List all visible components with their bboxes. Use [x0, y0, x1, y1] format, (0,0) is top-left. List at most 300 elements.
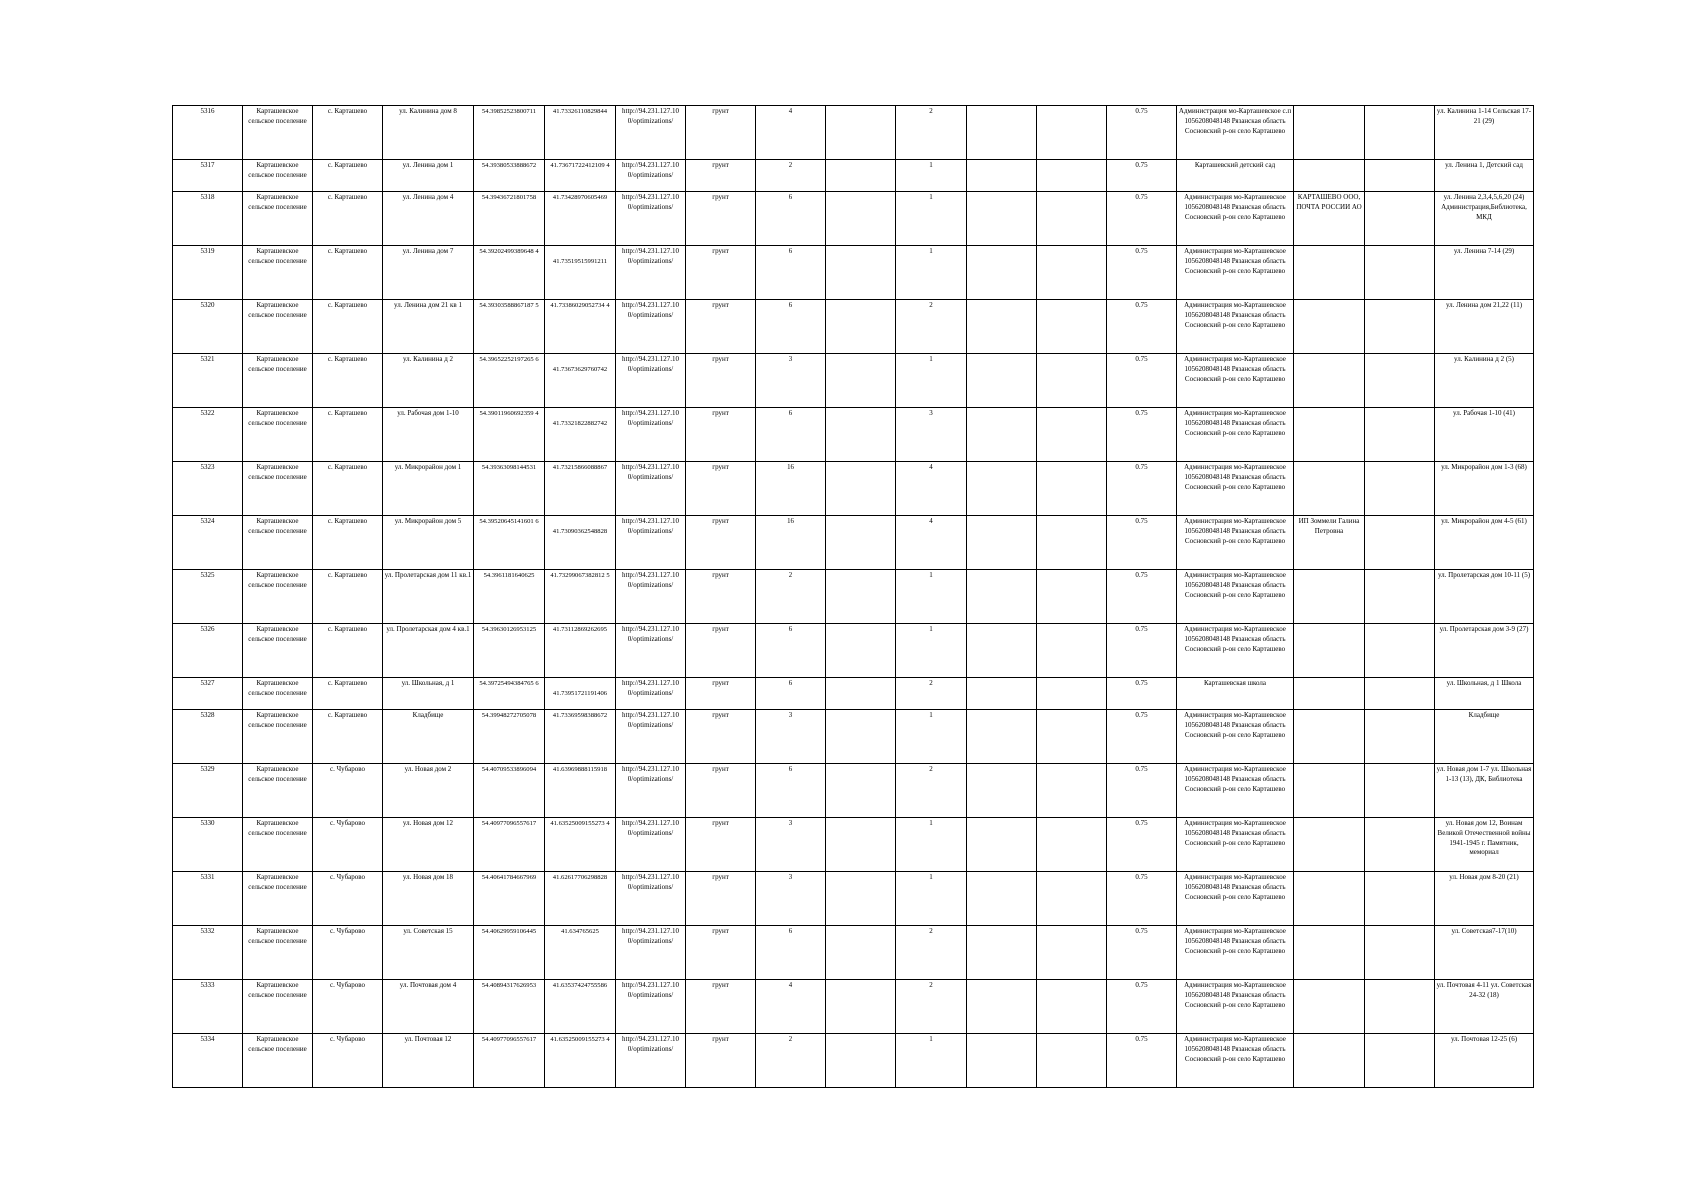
- container-count-cell: 2: [896, 980, 967, 1034]
- settlement-cell: Карташевское сельское поселение: [243, 872, 313, 926]
- empty-cell: [826, 192, 896, 246]
- latitude-cell: 54.40641784667969: [474, 872, 545, 926]
- empty-cell: [826, 764, 896, 818]
- owner-cell: Администрация мо-Карташевское 1056208048148 Рязанская область Сосновский р-он село Карташево: [1177, 570, 1294, 624]
- empty-cell: [826, 408, 896, 462]
- area-cell: 3: [756, 710, 826, 764]
- empty-cell: [826, 570, 896, 624]
- village-cell: с. Карташево: [313, 516, 383, 570]
- owner-cell: Администрация мо-Карташевское 1056208048148 Рязанская область Сосновский р-он село Карташево: [1177, 624, 1294, 678]
- owner-cell: Карташевский детский сад: [1177, 160, 1294, 192]
- container-count-cell: 1: [896, 872, 967, 926]
- settlement-cell: Карташевское сельское поселение: [243, 980, 313, 1034]
- map-link-cell: http://94.231.127.10 0/optimizations/: [616, 462, 686, 516]
- latitude-cell: 54.39011960692359 4: [474, 408, 545, 462]
- site-number-cell: 5331: [173, 872, 243, 926]
- village-cell: с. Карташево: [313, 300, 383, 354]
- address-cell: ул. Ленина дом 21 кв 1: [383, 300, 474, 354]
- empty-cell: [1037, 1034, 1107, 1088]
- latitude-cell: 54.40709533896094: [474, 764, 545, 818]
- owner-cell: Администрация мо-Карташевское 1056208048148 Рязанская область Сосновский р-он село Карташево: [1177, 354, 1294, 408]
- site-number-cell: 5329: [173, 764, 243, 818]
- empty-cell: [1365, 462, 1435, 516]
- settlement-cell: Карташевское сельское поселение: [243, 300, 313, 354]
- surface-type-cell: грунт: [686, 246, 756, 300]
- served-objects-cell: ул. Калинина д 2 (5): [1435, 354, 1534, 408]
- table-row: [173, 570, 1534, 624]
- container-count-cell: 2: [896, 678, 967, 710]
- village-cell: с. Чубарово: [313, 1034, 383, 1088]
- waste-sources-cell: КАРТАШЕВО ООО, ПОЧТА РОССИИ АО: [1294, 192, 1365, 246]
- empty-cell: [826, 678, 896, 710]
- container-volume-cell: 0.75: [1107, 246, 1177, 300]
- container-volume-cell: 0.75: [1107, 818, 1177, 872]
- container-volume-cell: 0.75: [1107, 462, 1177, 516]
- site-number-cell: 5323: [173, 462, 243, 516]
- surface-type-cell: грунт: [686, 980, 756, 1034]
- empty-cell: [1037, 300, 1107, 354]
- longitude-cell: 41.73326110829844: [545, 106, 616, 160]
- empty-cell: [967, 926, 1037, 980]
- village-cell: с. Карташево: [313, 710, 383, 764]
- table-row: [173, 624, 1534, 678]
- surface-type-cell: грунт: [686, 624, 756, 678]
- empty-cell: [1365, 872, 1435, 926]
- empty-cell: [967, 980, 1037, 1034]
- table-row: [173, 300, 1534, 354]
- container-volume-cell: 0.75: [1107, 300, 1177, 354]
- empty-cell: [1037, 570, 1107, 624]
- empty-cell: [1365, 106, 1435, 160]
- empty-cell: [826, 980, 896, 1034]
- table-row: [173, 980, 1534, 1034]
- empty-cell: [1037, 678, 1107, 710]
- empty-cell: [1037, 462, 1107, 516]
- map-link-cell: http://94.231.127.10 0/optimizations/: [616, 764, 686, 818]
- owner-cell: Администрация мо-Карташевское 1056208048148 Рязанская область Сосновский р-он село Карташево: [1177, 1034, 1294, 1088]
- village-cell: с. Чубарово: [313, 926, 383, 980]
- owner-cell: Администрация мо-Карташевское 1056208048148 Рязанская область Сосновский р-он село Карташево: [1177, 710, 1294, 764]
- surface-type-cell: грунт: [686, 678, 756, 710]
- address-cell: ул. Новая дом 12: [383, 818, 474, 872]
- owner-cell: Карташевская школа: [1177, 678, 1294, 710]
- address-cell: ул. Почтовая дом 4: [383, 980, 474, 1034]
- container-volume-cell: 0.75: [1107, 192, 1177, 246]
- empty-cell: [1037, 192, 1107, 246]
- longitude-cell: 41.73112869262695: [545, 624, 616, 678]
- container-volume-cell: 0.75: [1107, 106, 1177, 160]
- map-link-cell: http://94.231.127.10 0/optimizations/: [616, 710, 686, 764]
- table-row: [173, 354, 1534, 408]
- empty-cell: [1365, 300, 1435, 354]
- address-cell: ул. Школьная, д 1: [383, 678, 474, 710]
- map-link-cell: http://94.231.127.10 0/optimizations/: [616, 354, 686, 408]
- empty-cell: [967, 570, 1037, 624]
- empty-cell: [826, 246, 896, 300]
- settlement-cell: Карташевское сельское поселение: [243, 710, 313, 764]
- waste-sources-cell: [1294, 980, 1365, 1034]
- waste-sources-cell: [1294, 246, 1365, 300]
- settlement-cell: Карташевское сельское поселение: [243, 678, 313, 710]
- served-objects-cell: ул. Пролетарская дом 10-11 (5): [1435, 570, 1534, 624]
- empty-cell: [826, 462, 896, 516]
- served-objects-cell: ул. Почтовая 4-11 ул. Советская 24-32 (18): [1435, 980, 1534, 1034]
- surface-type-cell: грунт: [686, 354, 756, 408]
- table-row: [173, 246, 1534, 300]
- latitude-cell: 54.39948272705078: [474, 710, 545, 764]
- empty-cell: [967, 678, 1037, 710]
- empty-cell: [826, 872, 896, 926]
- empty-cell: [1365, 926, 1435, 980]
- owner-cell: Администрация мо-Карташевское 1056208048148 Рязанская область Сосновский р-он село Карташево: [1177, 462, 1294, 516]
- surface-type-cell: грунт: [686, 160, 756, 192]
- owner-cell: Администрация мо-Карташевское 1056208048148 Рязанская область Сосновский р-он село Карташево: [1177, 300, 1294, 354]
- latitude-cell: 54.40894317626953: [474, 980, 545, 1034]
- owner-cell: Администрация мо-Карташевское 1056208048148 Рязанская область Сосновский р-он село Карташево: [1177, 980, 1294, 1034]
- empty-cell: [967, 408, 1037, 462]
- empty-cell: [1037, 354, 1107, 408]
- longitude-cell: 41.634765625: [545, 926, 616, 980]
- map-link-cell: http://94.231.127.10 0/optimizations/: [616, 408, 686, 462]
- empty-cell: [826, 624, 896, 678]
- latitude-cell: 54.39380533888672: [474, 160, 545, 192]
- settlement-cell: Карташевское сельское поселение: [243, 516, 313, 570]
- empty-cell: [967, 300, 1037, 354]
- served-objects-cell: ул. Ленина 2,3,4,5,6,20 (24) Администрация,Библиотека, МКД: [1435, 192, 1534, 246]
- owner-cell: Администрация мо-Карташевское 1056208048148 Рязанская область Сосновский р-он село Карташево: [1177, 818, 1294, 872]
- village-cell: с. Чубарово: [313, 872, 383, 926]
- empty-cell: [1365, 192, 1435, 246]
- served-objects-cell: ул. Калинина 1-14 Сельская 17-21 (29): [1435, 106, 1534, 160]
- longitude-cell: 41.73428970605469: [545, 192, 616, 246]
- served-objects-cell: ул. Школьная, д 1 Школа: [1435, 678, 1534, 710]
- map-link-cell: http://94.231.127.10 0/optimizations/: [616, 570, 686, 624]
- container-count-cell: 2: [896, 926, 967, 980]
- waste-sources-cell: [1294, 1034, 1365, 1088]
- container-volume-cell: 0.75: [1107, 160, 1177, 192]
- address-cell: ул. Микрорайон дом 5: [383, 516, 474, 570]
- empty-cell: [826, 818, 896, 872]
- waste-sources-cell: [1294, 354, 1365, 408]
- address-cell: ул. Новая дом 2: [383, 764, 474, 818]
- longitude-cell: 41.73090362548828: [545, 516, 616, 570]
- surface-type-cell: грунт: [686, 462, 756, 516]
- site-number-cell: 5334: [173, 1034, 243, 1088]
- container-count-cell: 1: [896, 354, 967, 408]
- empty-cell: [967, 192, 1037, 246]
- longitude-cell: 41.73519515991211: [545, 246, 616, 300]
- empty-cell: [826, 300, 896, 354]
- area-cell: 3: [756, 872, 826, 926]
- empty-cell: [826, 160, 896, 192]
- served-objects-cell: ул. Рабочая 1-10 (41): [1435, 408, 1534, 462]
- served-objects-cell: Кладбище: [1435, 710, 1534, 764]
- longitude-cell: 41.73386029052734 4: [545, 300, 616, 354]
- map-link-cell: http://94.231.127.10 0/optimizations/: [616, 160, 686, 192]
- empty-cell: [1365, 980, 1435, 1034]
- empty-cell: [1365, 570, 1435, 624]
- empty-cell: [1037, 926, 1107, 980]
- longitude-cell: 41.73299067382812 5: [545, 570, 616, 624]
- site-number-cell: 5318: [173, 192, 243, 246]
- waste-sources-cell: [1294, 462, 1365, 516]
- area-cell: 16: [756, 516, 826, 570]
- owner-cell: Администрация мо-Карташевское 1056208048148 Рязанская область Сосновский р-он село Карташево: [1177, 764, 1294, 818]
- village-cell: с. Карташево: [313, 160, 383, 192]
- latitude-cell: 54.40629959106445: [474, 926, 545, 980]
- table-row: [173, 408, 1534, 462]
- empty-cell: [1365, 678, 1435, 710]
- served-objects-cell: ул. Новая дом 1-7 ул. Школьная 1-13 (13), ДК, Библиотека: [1435, 764, 1534, 818]
- address-cell: ул. Калинина д 2: [383, 354, 474, 408]
- surface-type-cell: грунт: [686, 106, 756, 160]
- container-count-cell: 1: [896, 160, 967, 192]
- latitude-cell: 54.39725494384765 6: [474, 678, 545, 710]
- longitude-cell: 41.73215866088867: [545, 462, 616, 516]
- served-objects-cell: ул. Почтовая 12-25 (6): [1435, 1034, 1534, 1088]
- table-row: [173, 106, 1534, 160]
- area-cell: 6: [756, 764, 826, 818]
- container-count-cell: 4: [896, 462, 967, 516]
- settlement-cell: Карташевское сельское поселение: [243, 764, 313, 818]
- served-objects-cell: ул. Новая дом 8-20 (21): [1435, 872, 1534, 926]
- longitude-cell: 41.73321822882742: [545, 408, 616, 462]
- container-sites-table: [172, 105, 1534, 1088]
- surface-type-cell: грунт: [686, 408, 756, 462]
- empty-cell: [1365, 246, 1435, 300]
- empty-cell: [1037, 516, 1107, 570]
- village-cell: с. Карташево: [313, 106, 383, 160]
- village-cell: с. Карташево: [313, 570, 383, 624]
- container-count-cell: 2: [896, 300, 967, 354]
- map-link-cell: http://94.231.127.10 0/optimizations/: [616, 246, 686, 300]
- container-count-cell: 1: [896, 710, 967, 764]
- owner-cell: Администрация мо-Карташевское 1056208048148 Рязанская область Сосновский р-он село Карташево: [1177, 192, 1294, 246]
- empty-cell: [967, 354, 1037, 408]
- village-cell: с. Карташево: [313, 678, 383, 710]
- site-number-cell: 5330: [173, 818, 243, 872]
- empty-cell: [1037, 872, 1107, 926]
- settlement-cell: Карташевское сельское поселение: [243, 160, 313, 192]
- site-number-cell: 5317: [173, 160, 243, 192]
- longitude-cell: 41.63969888115918: [545, 764, 616, 818]
- empty-cell: [1037, 160, 1107, 192]
- container-volume-cell: 0.75: [1107, 764, 1177, 818]
- owner-cell: Администрация мо-Карташевское 1056208048148 Рязанская область Сосновский р-он село Карташево: [1177, 408, 1294, 462]
- latitude-cell: 54.39202499389648 4: [474, 246, 545, 300]
- settlement-cell: Карташевское сельское поселение: [243, 624, 313, 678]
- address-cell: ул. Ленина дом 7: [383, 246, 474, 300]
- container-volume-cell: 0.75: [1107, 926, 1177, 980]
- empty-cell: [967, 160, 1037, 192]
- table-row: [173, 926, 1534, 980]
- site-number-cell: 5325: [173, 570, 243, 624]
- longitude-cell: 41.63525009155273 4: [545, 1034, 616, 1088]
- settlement-cell: Карташевское сельское поселение: [243, 570, 313, 624]
- area-cell: 4: [756, 106, 826, 160]
- surface-type-cell: грунт: [686, 926, 756, 980]
- empty-cell: [967, 1034, 1037, 1088]
- area-cell: 4: [756, 980, 826, 1034]
- address-cell: ул. Советская 15: [383, 926, 474, 980]
- served-objects-cell: ул. Микрорайон дом 1-3 (68): [1435, 462, 1534, 516]
- empty-cell: [1365, 408, 1435, 462]
- longitude-cell: 41.73673629760742: [545, 354, 616, 408]
- latitude-cell: 54.39852523800711: [474, 106, 545, 160]
- map-link-cell: http://94.231.127.10 0/optimizations/: [616, 818, 686, 872]
- owner-cell: Администрация мо-Карташевское 1056208048148 Рязанская область Сосновский р-он село Карташево: [1177, 872, 1294, 926]
- owner-cell: Администрация мо-Карташевское 1056208048148 Рязанская область Сосновский р-он село Карташево: [1177, 516, 1294, 570]
- waste-sources-cell: [1294, 764, 1365, 818]
- empty-cell: [967, 710, 1037, 764]
- area-cell: 6: [756, 408, 826, 462]
- village-cell: с. Чубарово: [313, 764, 383, 818]
- map-link-cell: http://94.231.127.10 0/optimizations/: [616, 516, 686, 570]
- surface-type-cell: грунт: [686, 1034, 756, 1088]
- surface-type-cell: грунт: [686, 192, 756, 246]
- settlement-cell: Карташевское сельское поселение: [243, 246, 313, 300]
- served-objects-cell: ул. Ленина дом 21,22 (11): [1435, 300, 1534, 354]
- table-row: [173, 160, 1534, 192]
- empty-cell: [1037, 106, 1107, 160]
- empty-cell: [826, 354, 896, 408]
- area-cell: 6: [756, 678, 826, 710]
- empty-cell: [1037, 818, 1107, 872]
- map-link-cell: http://94.231.127.10 0/optimizations/: [616, 300, 686, 354]
- surface-type-cell: грунт: [686, 872, 756, 926]
- area-cell: 6: [756, 300, 826, 354]
- settlement-cell: Карташевское сельское поселение: [243, 106, 313, 160]
- empty-cell: [1365, 160, 1435, 192]
- table-row: [173, 516, 1534, 570]
- address-cell: ул. Микрорайон дом 1: [383, 462, 474, 516]
- map-link-cell: http://94.231.127.10 0/optimizations/: [616, 624, 686, 678]
- empty-cell: [1037, 624, 1107, 678]
- village-cell: с. Карташево: [313, 408, 383, 462]
- table-row: [173, 678, 1534, 710]
- site-number-cell: 5322: [173, 408, 243, 462]
- area-cell: 3: [756, 354, 826, 408]
- empty-cell: [967, 106, 1037, 160]
- address-cell: ул. Ленина дом 4: [383, 192, 474, 246]
- table-row: [173, 872, 1534, 926]
- address-cell: ул. Ленина дом 1: [383, 160, 474, 192]
- container-count-cell: 2: [896, 764, 967, 818]
- container-volume-cell: 0.75: [1107, 354, 1177, 408]
- container-count-cell: 2: [896, 106, 967, 160]
- latitude-cell: 54.39652252197265 6: [474, 354, 545, 408]
- container-count-cell: 4: [896, 516, 967, 570]
- map-link-cell: http://94.231.127.10 0/optimizations/: [616, 106, 686, 160]
- village-cell: с. Чубарово: [313, 818, 383, 872]
- site-number-cell: 5324: [173, 516, 243, 570]
- waste-sources-cell: [1294, 926, 1365, 980]
- waste-sources-cell: [1294, 678, 1365, 710]
- waste-sources-cell: [1294, 818, 1365, 872]
- surface-type-cell: грунт: [686, 818, 756, 872]
- empty-cell: [826, 106, 896, 160]
- area-cell: 16: [756, 462, 826, 516]
- site-number-cell: 5316: [173, 106, 243, 160]
- empty-cell: [1365, 764, 1435, 818]
- latitude-cell: 54.40977096557617: [474, 818, 545, 872]
- longitude-cell: 41.73369598388672: [545, 710, 616, 764]
- address-cell: ул. Почтовая 12: [383, 1034, 474, 1088]
- container-volume-cell: 0.75: [1107, 624, 1177, 678]
- container-count-cell: 3: [896, 408, 967, 462]
- latitude-cell: 54.39363098144531: [474, 462, 545, 516]
- site-number-cell: 5321: [173, 354, 243, 408]
- table-row: [173, 462, 1534, 516]
- empty-cell: [826, 1034, 896, 1088]
- site-number-cell: 5319: [173, 246, 243, 300]
- empty-cell: [1365, 1034, 1435, 1088]
- empty-cell: [1037, 764, 1107, 818]
- latitude-cell: 54.40977096557617: [474, 1034, 545, 1088]
- empty-cell: [967, 516, 1037, 570]
- settlement-cell: Карташевское сельское поселение: [243, 926, 313, 980]
- longitude-cell: 41.63537424755586: [545, 980, 616, 1034]
- settlement-cell: Карташевское сельское поселение: [243, 408, 313, 462]
- latitude-cell: 54.3961181640625: [474, 570, 545, 624]
- address-cell: ул. Новая дом 18: [383, 872, 474, 926]
- longitude-cell: 41.73951721191406: [545, 678, 616, 710]
- served-objects-cell: ул. Пролетарская дом 3-9 (27): [1435, 624, 1534, 678]
- surface-type-cell: грунт: [686, 570, 756, 624]
- owner-cell: Администрация мо-Карташевское 1056208048148 Рязанская область Сосновский р-он село Карташево: [1177, 926, 1294, 980]
- longitude-cell: 41.73671722412109 4: [545, 160, 616, 192]
- address-cell: ул. Калинина дом 8: [383, 106, 474, 160]
- waste-sources-cell: [1294, 160, 1365, 192]
- served-objects-cell: ул. Новая дом 12, Воинам Великой Отечественной войны 1941-1945 г. Памятник, мемориал: [1435, 818, 1534, 872]
- empty-cell: [1037, 710, 1107, 764]
- container-count-cell: 1: [896, 570, 967, 624]
- map-link-cell: http://94.231.127.10 0/optimizations/: [616, 1034, 686, 1088]
- empty-cell: [967, 764, 1037, 818]
- owner-cell: Администрация мо-Карташевское 1056208048148 Рязанская область Сосновский р-он село Карташево: [1177, 246, 1294, 300]
- village-cell: с. Чубарово: [313, 980, 383, 1034]
- surface-type-cell: грунт: [686, 516, 756, 570]
- served-objects-cell: ул. Советская7-17(10): [1435, 926, 1534, 980]
- area-cell: 6: [756, 624, 826, 678]
- container-count-cell: 1: [896, 1034, 967, 1088]
- empty-cell: [967, 818, 1037, 872]
- served-objects-cell: ул. Микрорайон дом 4-5 (61): [1435, 516, 1534, 570]
- village-cell: с. Карташево: [313, 354, 383, 408]
- area-cell: 2: [756, 1034, 826, 1088]
- waste-sources-cell: [1294, 624, 1365, 678]
- map-link-cell: http://94.231.127.10 0/optimizations/: [616, 872, 686, 926]
- container-count-cell: 1: [896, 818, 967, 872]
- empty-cell: [1037, 980, 1107, 1034]
- waste-sources-cell: ИП Зоммели Галина Петровна: [1294, 516, 1365, 570]
- address-cell: ул. Пролетарская дом 11 кв.1: [383, 570, 474, 624]
- longitude-cell: 41.63525009155273 4: [545, 818, 616, 872]
- area-cell: 2: [756, 570, 826, 624]
- served-objects-cell: ул. Ленина 1, Детский сад: [1435, 160, 1534, 192]
- settlement-cell: Карташевское сельское поселение: [243, 462, 313, 516]
- empty-cell: [826, 926, 896, 980]
- table-row: [173, 818, 1534, 872]
- area-cell: 6: [756, 246, 826, 300]
- area-cell: 3: [756, 818, 826, 872]
- surface-type-cell: грунт: [686, 710, 756, 764]
- empty-cell: [967, 624, 1037, 678]
- container-volume-cell: 0.75: [1107, 710, 1177, 764]
- map-link-cell: http://94.231.127.10 0/optimizations/: [616, 926, 686, 980]
- empty-cell: [1365, 516, 1435, 570]
- waste-sources-cell: [1294, 106, 1365, 160]
